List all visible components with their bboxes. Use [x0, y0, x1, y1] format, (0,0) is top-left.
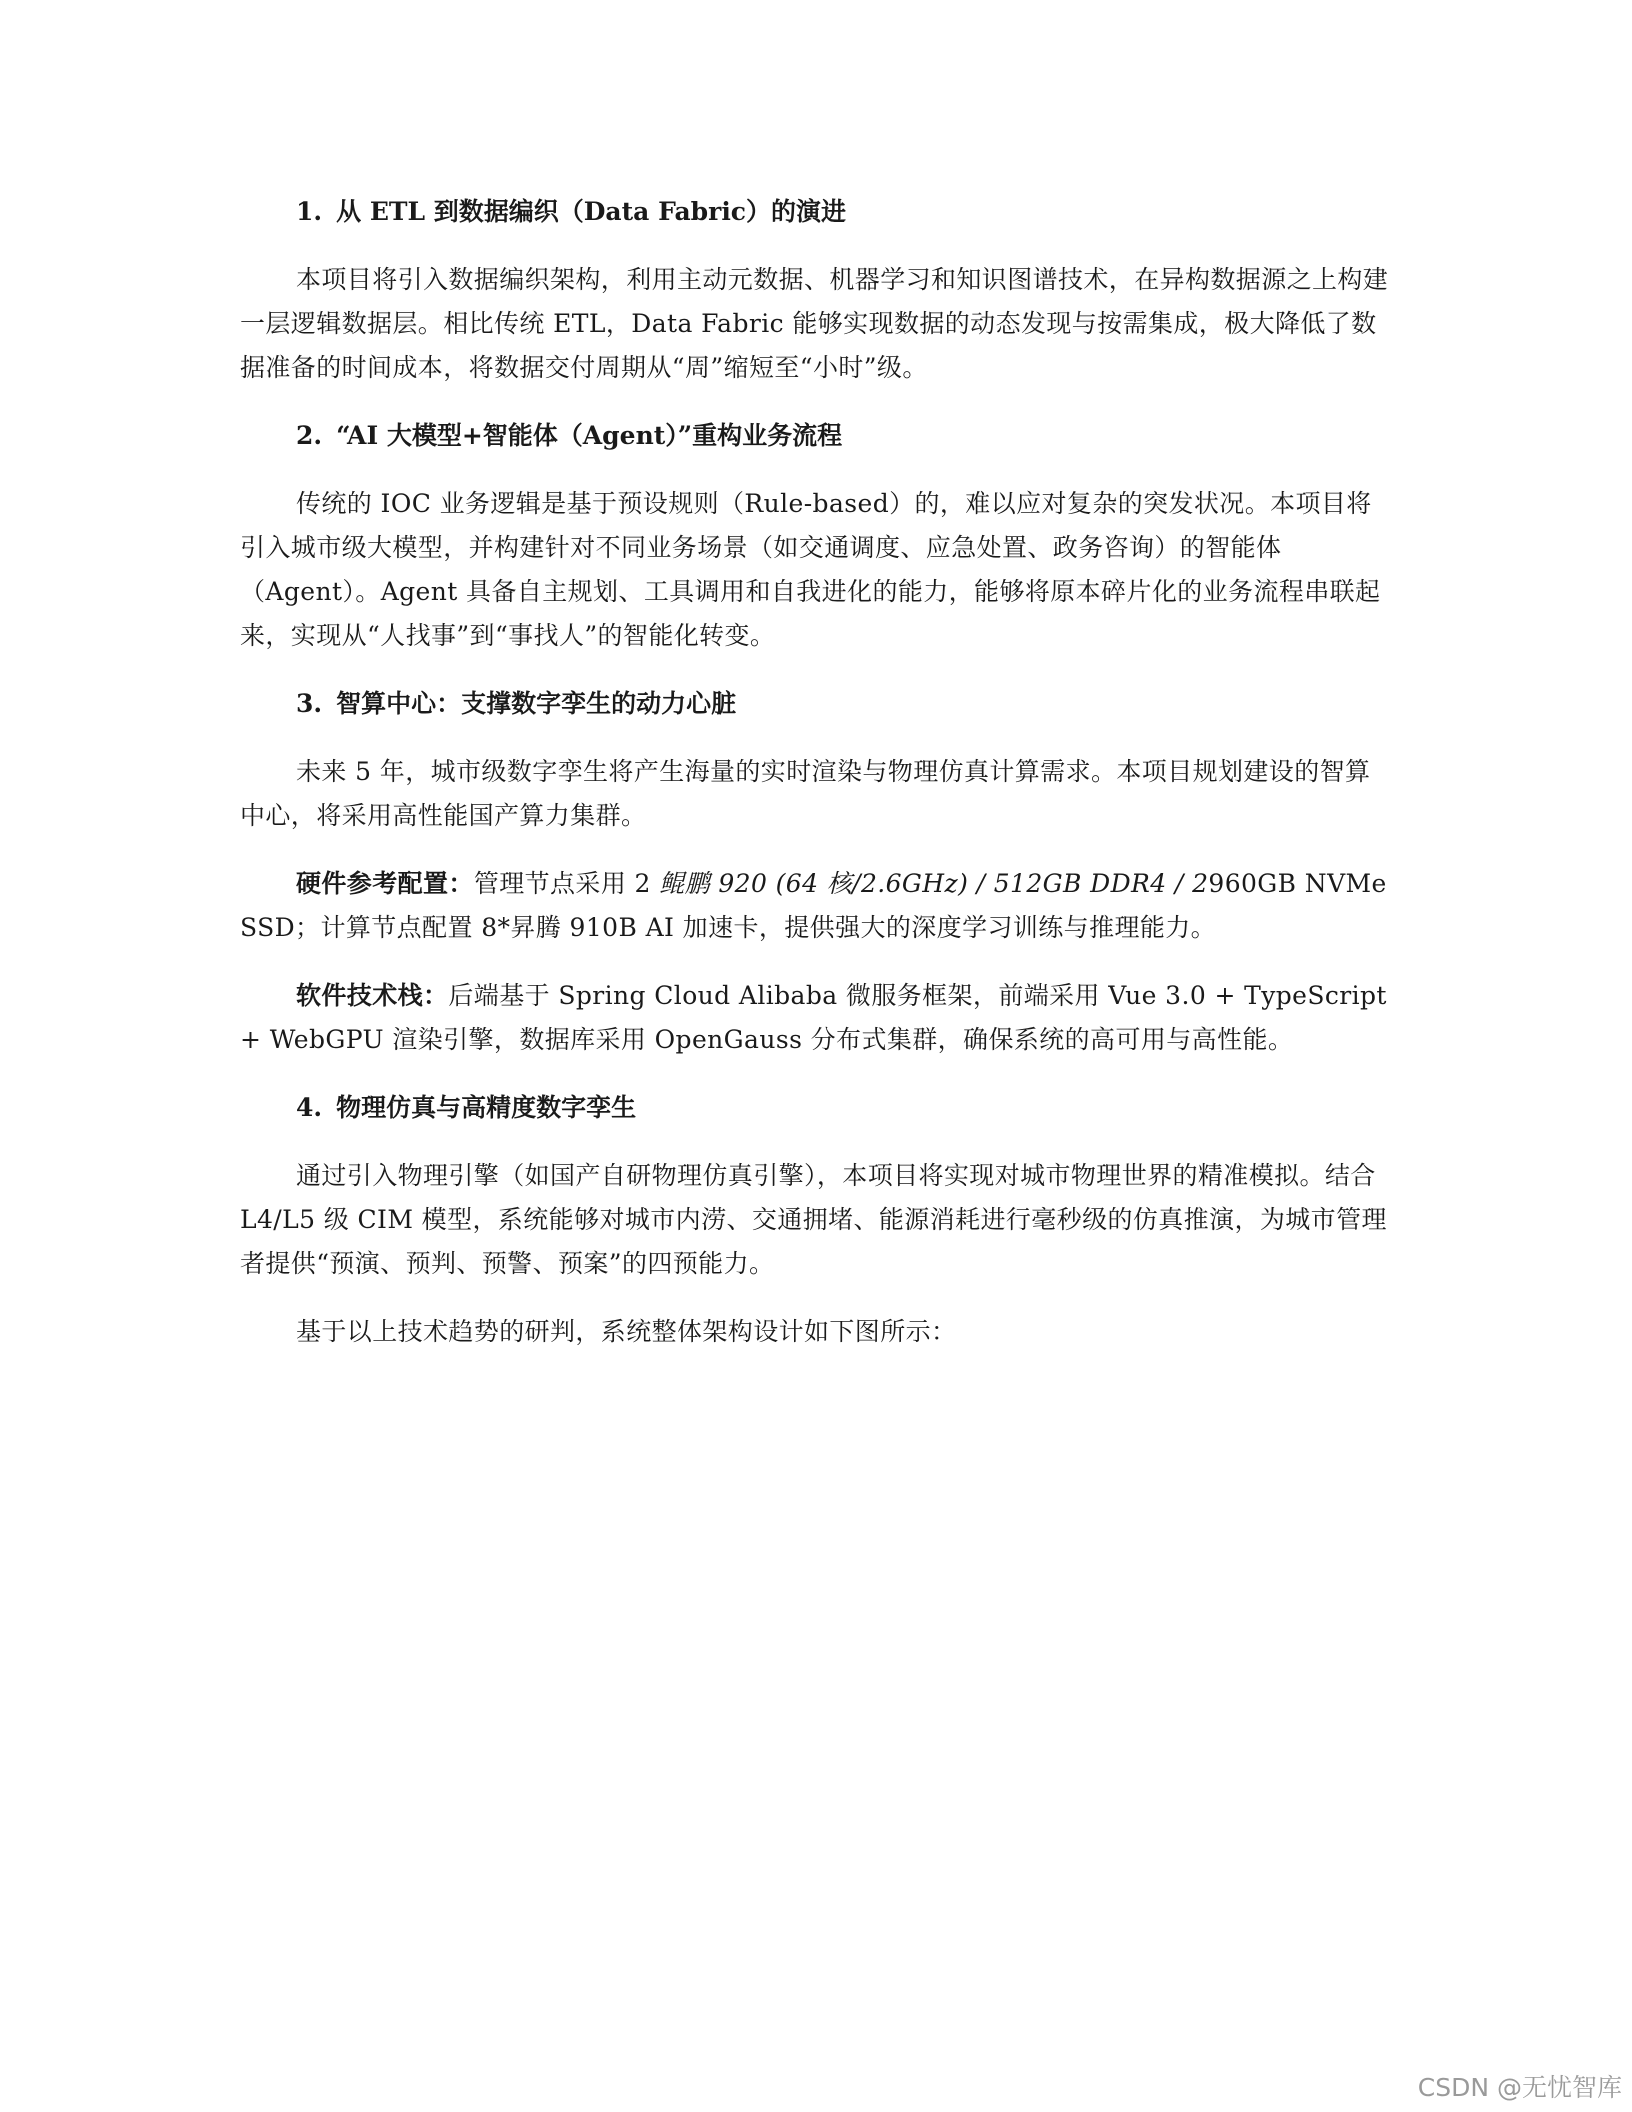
- section-3-number: 3.: [296, 689, 323, 718]
- section-4-number: 4.: [296, 1093, 323, 1122]
- section-4-body: 通过引入物理引擎（如国产自研物理仿真引擎），本项目将实现对城市物理世界的精准模拟。结合 L4/L5 级 CIM 模型，系统能够对城市内涝、交通拥堵、能源消耗进行毫秒级的仿真推演，为城市管理者提供“预演、预判、预警、预案”的四预能力。: [240, 1161, 1387, 1278]
- watermark: CSDN @无忧智库: [1417, 2073, 1622, 2102]
- section-1-number: 1.: [296, 197, 323, 226]
- software-stack-text: 后端基于 Spring Cloud Alibaba 微服务框架，前端采用 Vue 3.0 + TypeScript + WebGPU 渲染引擎，数据库采用 OpenGauss 分布式集群，确保系统的高可用与高性能。: [240, 981, 1387, 1054]
- section-1-title: 从 ETL 到数据编织（Data Fabric）的演进: [336, 197, 847, 226]
- software-stack-label: 软件技术栈：: [296, 981, 449, 1010]
- hardware-config-text-a: 管理节点采用 2: [473, 869, 660, 898]
- section-4-title: 物理仿真与高精度数字孪生: [336, 1093, 637, 1122]
- software-stack-paragraph: [240, 974, 1390, 1062]
- section-3-heading: [240, 682, 1390, 726]
- document-page: [240, 190, 1390, 1378]
- section-2-number: 2.: [296, 421, 323, 450]
- section-2-heading: [240, 414, 1390, 458]
- hardware-config-text-italic: 鲲鹏 920 (64 核/2.6GHz) / 512GB DDR4 / 2: [659, 869, 1209, 898]
- section-1-heading: [240, 190, 1390, 234]
- closing-paragraph: 基于以上技术趋势的研判，系统整体架构设计如下图所示：: [296, 1317, 957, 1346]
- hardware-config-paragraph: [240, 862, 1390, 950]
- section-3-title: 智算中心：支撑数字孪生的动力心脏: [336, 689, 737, 718]
- section-2-body: 传统的 IOC 业务逻辑是基于预设规则（Rule-based）的，难以应对复杂的突发状况。本项目将引入城市级大模型，并构建针对不同业务场景（如交通调度、应急处置、政务咨询）的智能体（Agent）。Agent 具备自主规划、工具调用和自我进化的能力，能够将原本碎片化的业务流程串联起来，实现从“人找事”到“事找人”的智能化转变。: [240, 489, 1381, 650]
- section-1-body: 本项目将引入数据编织架构，利用主动元数据、机器学习和知识图谱技术，在异构数据源之上构建一层逻辑数据层。相比传统 ETL，Data Fabric 能够实现数据的动态发现与按需集成，极大降低了数据准备的时间成本，将数据交付周期从“周”缩短至“小时”级。: [240, 265, 1389, 382]
- section-2-title: “AI 大模型+智能体（Agent）”重构业务流程: [336, 421, 843, 450]
- section-4-heading: [240, 1086, 1390, 1130]
- section-3-body: 未来 5 年，城市级数字孪生将产生海量的实时渲染与物理仿真计算需求。本项目规划建设的智算中心，将采用高性能国产算力集群。: [240, 757, 1371, 830]
- hardware-config-label: 硬件参考配置：: [296, 869, 474, 898]
- hardware-config-text-b: 960GB NVMe SSD；计算节点配置 8*昇腾 910B AI 加速卡，提供强大的深度学习训练与推理能力。: [240, 869, 1387, 942]
